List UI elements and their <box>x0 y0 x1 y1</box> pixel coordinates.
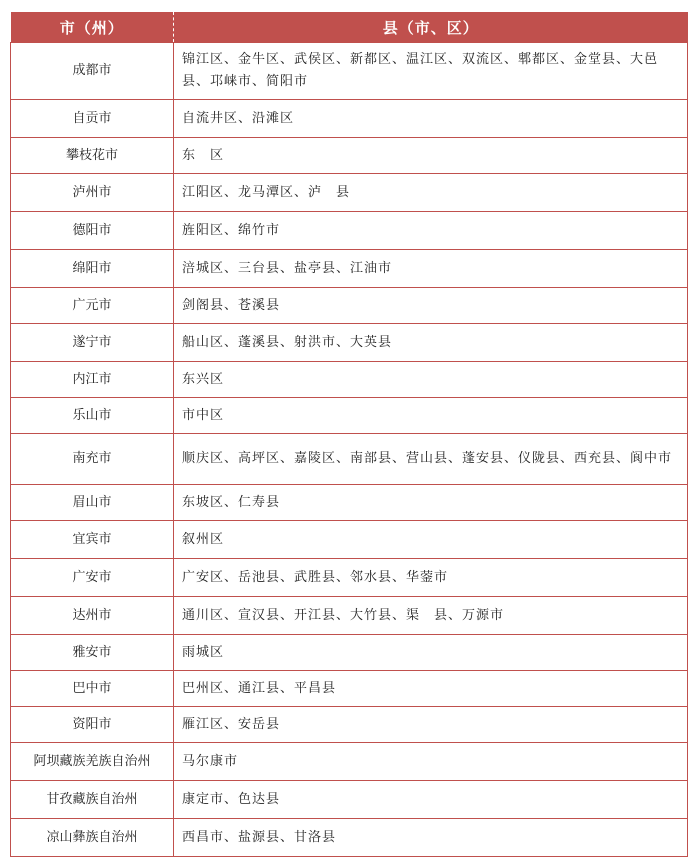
districts-cell: 涪城区、三台县、盐亭县、江油市 <box>174 250 688 288</box>
city-cell: 巴中市 <box>11 671 174 707</box>
city-cell: 南充市 <box>11 434 174 485</box>
city-cell: 眉山市 <box>11 485 174 521</box>
table-row <box>11 559 688 597</box>
table-row <box>11 174 688 212</box>
city-cell: 内江市 <box>11 362 174 398</box>
districts-cell: 剑阁县、苍溪县 <box>174 288 688 324</box>
table-row <box>11 521 688 559</box>
city-cell: 攀枝花市 <box>11 138 174 174</box>
table-row <box>11 43 688 100</box>
table-row <box>11 362 688 398</box>
table-row <box>11 434 688 485</box>
city-cell: 自贡市 <box>11 100 174 138</box>
districts-cell: 市中区 <box>174 398 688 434</box>
table-row <box>11 324 688 362</box>
table-row <box>11 781 688 819</box>
city-cell: 广元市 <box>11 288 174 324</box>
table-row <box>11 100 688 138</box>
table-row <box>11 743 688 781</box>
districts-cell: 船山区、蓬溪县、射洪市、大英县 <box>174 324 688 362</box>
districts-cell: 江阳区、龙马潭区、泸 县 <box>174 174 688 212</box>
city-cell: 甘孜藏族自治州 <box>11 781 174 819</box>
table-row <box>11 635 688 671</box>
districts-cell: 通川区、宣汉县、开江县、大竹县、渠 县、万源市 <box>174 597 688 635</box>
city-cell: 遂宁市 <box>11 324 174 362</box>
table-row <box>11 398 688 434</box>
districts-cell: 雁江区、安岳县 <box>174 707 688 743</box>
districts-cell: 自流井区、沿滩区 <box>174 100 688 138</box>
table-row <box>11 671 688 707</box>
districts-cell: 马尔康市 <box>174 743 688 781</box>
city-cell: 泸州市 <box>11 174 174 212</box>
city-cell: 乐山市 <box>11 398 174 434</box>
city-cell: 达州市 <box>11 597 174 635</box>
table-row <box>11 597 688 635</box>
region-table-container <box>10 12 687 857</box>
city-cell: 成都市 <box>11 43 174 100</box>
districts-cell: 雨城区 <box>174 635 688 671</box>
districts-cell: 康定市、色达县 <box>174 781 688 819</box>
city-cell: 绵阳市 <box>11 250 174 288</box>
table-row <box>11 707 688 743</box>
table-row <box>11 819 688 857</box>
districts-cell: 东 区 <box>174 138 688 174</box>
districts-cell: 叙州区 <box>174 521 688 559</box>
districts-cell: 旌阳区、绵竹市 <box>174 212 688 250</box>
table-row <box>11 288 688 324</box>
table-row <box>11 138 688 174</box>
header-districts: 县（市、区） <box>174 12 688 43</box>
city-cell: 广安市 <box>11 559 174 597</box>
table-header-row <box>11 12 688 43</box>
header-city: 市（州） <box>11 12 174 43</box>
city-cell: 阿坝藏族羌族自治州 <box>11 743 174 781</box>
table-row <box>11 250 688 288</box>
city-cell: 宜宾市 <box>11 521 174 559</box>
table-row <box>11 212 688 250</box>
city-cell: 德阳市 <box>11 212 174 250</box>
table-row <box>11 485 688 521</box>
region-table <box>10 12 688 857</box>
districts-cell: 西昌市、盐源县、甘洛县 <box>174 819 688 857</box>
districts-cell: 顺庆区、高坪区、嘉陵区、南部县、营山县、蓬安县、仪陇县、西充县、阆中市 <box>174 434 688 485</box>
table-body <box>11 43 688 857</box>
districts-cell: 广安区、岳池县、武胜县、邻水县、华蓥市 <box>174 559 688 597</box>
city-cell: 资阳市 <box>11 707 174 743</box>
city-cell: 凉山彝族自治州 <box>11 819 174 857</box>
districts-cell: 锦江区、金牛区、武侯区、新都区、温江区、双流区、郫都区、金堂县、大邑县、邛崃市、简阳市 <box>174 43 688 100</box>
city-cell: 雅安市 <box>11 635 174 671</box>
districts-cell: 巴州区、通江县、平昌县 <box>174 671 688 707</box>
districts-cell: 东坡区、仁寿县 <box>174 485 688 521</box>
districts-cell: 东兴区 <box>174 362 688 398</box>
